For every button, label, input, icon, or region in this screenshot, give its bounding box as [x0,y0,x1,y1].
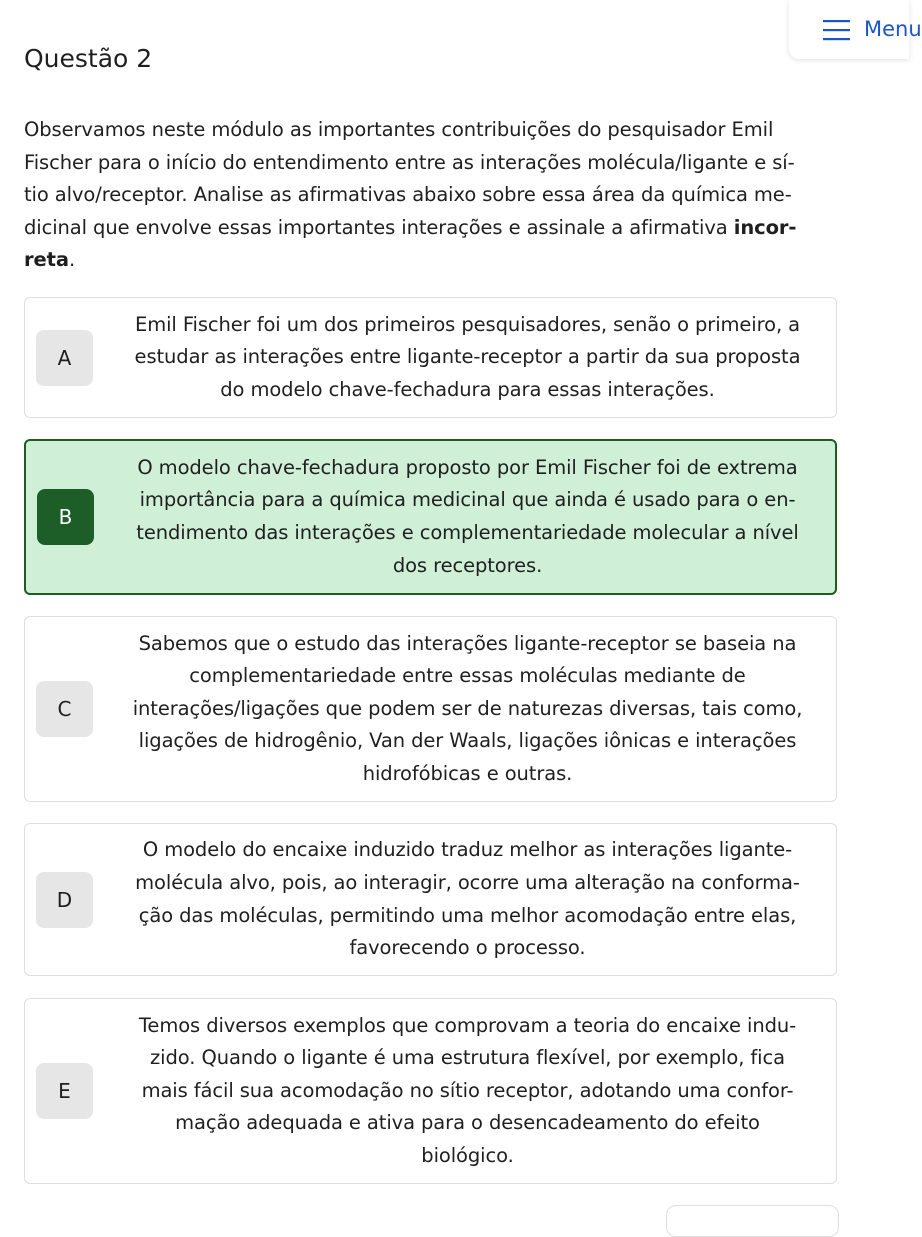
menu-label: Menu [864,17,922,41]
option-text [113,824,822,975]
option-e[interactable] [24,998,837,1184]
statement-line: tio alvo/receptor. Analise as afirmativas abaixo sobre essa área da química me- [24,183,792,207]
option-text-line: molécula alvo, pois, ao interagir, ocorre uma alteração na conforma- [135,870,800,894]
option-text [114,441,821,593]
option-letter: A [36,330,93,386]
option-letter: E [36,1063,93,1119]
option-a[interactable] [24,297,837,418]
option-text-line: hidrofóbicas e outras. [362,761,573,785]
hamburger-menu-icon [823,19,850,41]
option-b[interactable] [24,439,837,595]
option-d[interactable] [24,823,837,976]
option-letter: C [36,681,93,737]
option-c[interactable] [24,616,837,802]
option-letter: B [37,489,94,545]
option-text-line: complementariedade entre essas moléculas mediante de [189,664,746,688]
option-text [113,617,822,801]
option-text-line: O modelo do encaixe induzido traduz melhor as interações ligante- [142,838,793,862]
option-text-line: biológico. [421,1143,514,1167]
question-title: Questão 2 [24,44,153,73]
option-text-line: mais fácil sua acomodação no sítio receptor, adotando uma confor- [141,1078,794,1102]
option-text-line: interações/ligações que podem ser de naturezas diversas, tais como, [132,696,803,720]
statement-end: . [68,248,76,272]
option-text-line: Emil Fischer foi um dos primeiros pesquisadores, senão o primeiro, a [134,312,800,336]
option-text-line: Sabemos que o estudo das interações ligante-receptor se baseia na [138,631,797,655]
menu-button[interactable] [789,0,922,59]
option-text-line: favorecendo o processo. [349,936,586,960]
option-text-line: O modelo chave-fechadura proposto por Emil Fischer foi de extrema [137,455,798,479]
option-text-line: tendimento das interações e complementariedade molecular a nível [136,521,799,544]
statement-emphasis: reta [24,248,69,272]
option-letter: D [36,872,93,928]
statement-line: dicinal que envolve essas importantes interações e assinale a afirmativa [24,215,734,239]
option-text [113,999,822,1183]
option-text-line: estudar as interações entre ligante-receptor a partir da sua proposta [134,345,801,369]
option-text [113,298,822,417]
statement-emphasis: incor- [733,215,797,239]
next-action-button[interactable] [666,1205,839,1237]
option-text-line: mação adequada e ativa para o desencadeamento do efeito [175,1111,760,1135]
statement-line: Fischer para o início do entendimento entre as interações molécula/ligante e sí- [24,150,795,174]
statement-line: Observamos neste módulo as importantes contribuições do pesquisador Emil [24,118,774,141]
option-text-line: ligações de hidrogênio, Van der Waals, ligações iônicas e interações [138,729,797,753]
option-text-line: importância para a química medicinal que ainda é usado para o en- [139,488,796,512]
option-text-line: dos receptores. [392,553,543,577]
option-text-line: zido. Quando o ligante é uma estrutura flexível, por exemplo, fica [150,1046,785,1070]
option-text-line: do modelo chave-fechadura para essas interações. [220,377,715,401]
question-statement [24,114,839,277]
option-text-line: ção das moléculas, permitindo uma melhor acomodação entre elas, [138,903,797,927]
option-text-line: Temos diversos exemplos que comprovam a teoria do encaixe indu- [138,1013,797,1037]
